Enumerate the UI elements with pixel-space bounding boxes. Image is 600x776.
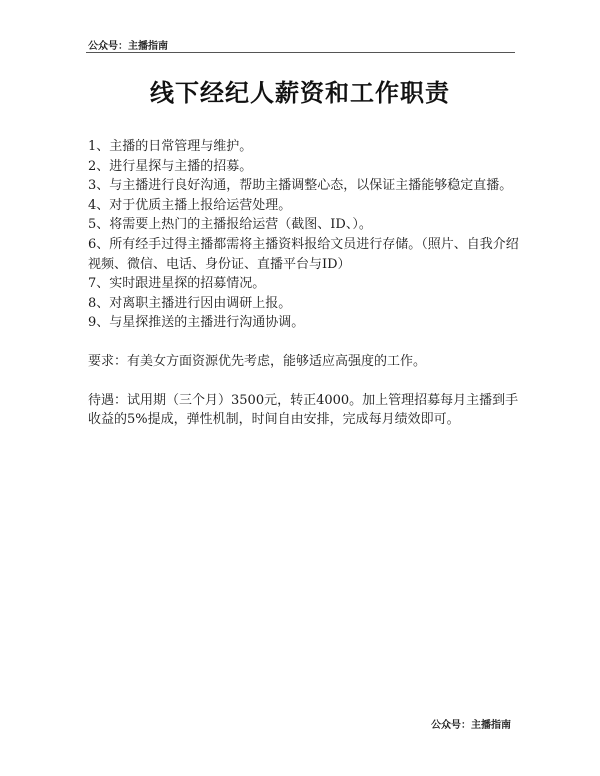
duty-item-5: 5、将需要上热门的主播报给运营（截图、ID、）。 — [88, 217, 372, 233]
duty-item-3: 3、与主播进行良好沟通，帮助主播调整心态，以保证主播能够稳定直播。 — [88, 178, 513, 194]
duty-item-1: 1、主播的日常管理与维护。 — [88, 139, 253, 154]
duty-item-9: 9、与星探推送的主播进行沟通协调。 — [88, 315, 305, 331]
header-divider — [86, 52, 515, 53]
duties-list — [88, 137, 528, 333]
document-title: 线下经纪人薪资和工作职责 — [150, 79, 450, 107]
requirements-paragraph: 要求：有美女方面资源优先考虑，能够适应高强度的工作。 — [88, 353, 427, 369]
duty-item-4: 4、对于优质主播上报给运营处理。 — [88, 197, 292, 213]
document-body — [88, 137, 528, 430]
treatment-paragraph: 待遇：试用期（三个月）3500元，转正4000。加上管理招募每月主播到手收益的5%提成，弹性机制，时间自由安排，完成每月绩效即可。 — [88, 392, 519, 428]
header-watermark-label: 公众号：主播指南 — [88, 41, 168, 52]
duty-item-6: 6、所有经手过得主播都需将主播资料报给文员进行存储。（照片、自我介绍视频、微信、电话、身份证、直播平台与ID） — [88, 236, 519, 272]
duty-item-2: 2、进行星探与主播的招募。 — [88, 158, 253, 174]
footer-watermark-label: 公众号：主播指南 — [431, 720, 511, 731]
duty-item-7: 7、实时跟进星探的招募情况。 — [88, 276, 266, 292]
duty-item-8: 8、对离职主播进行因由调研上报。 — [88, 295, 292, 311]
